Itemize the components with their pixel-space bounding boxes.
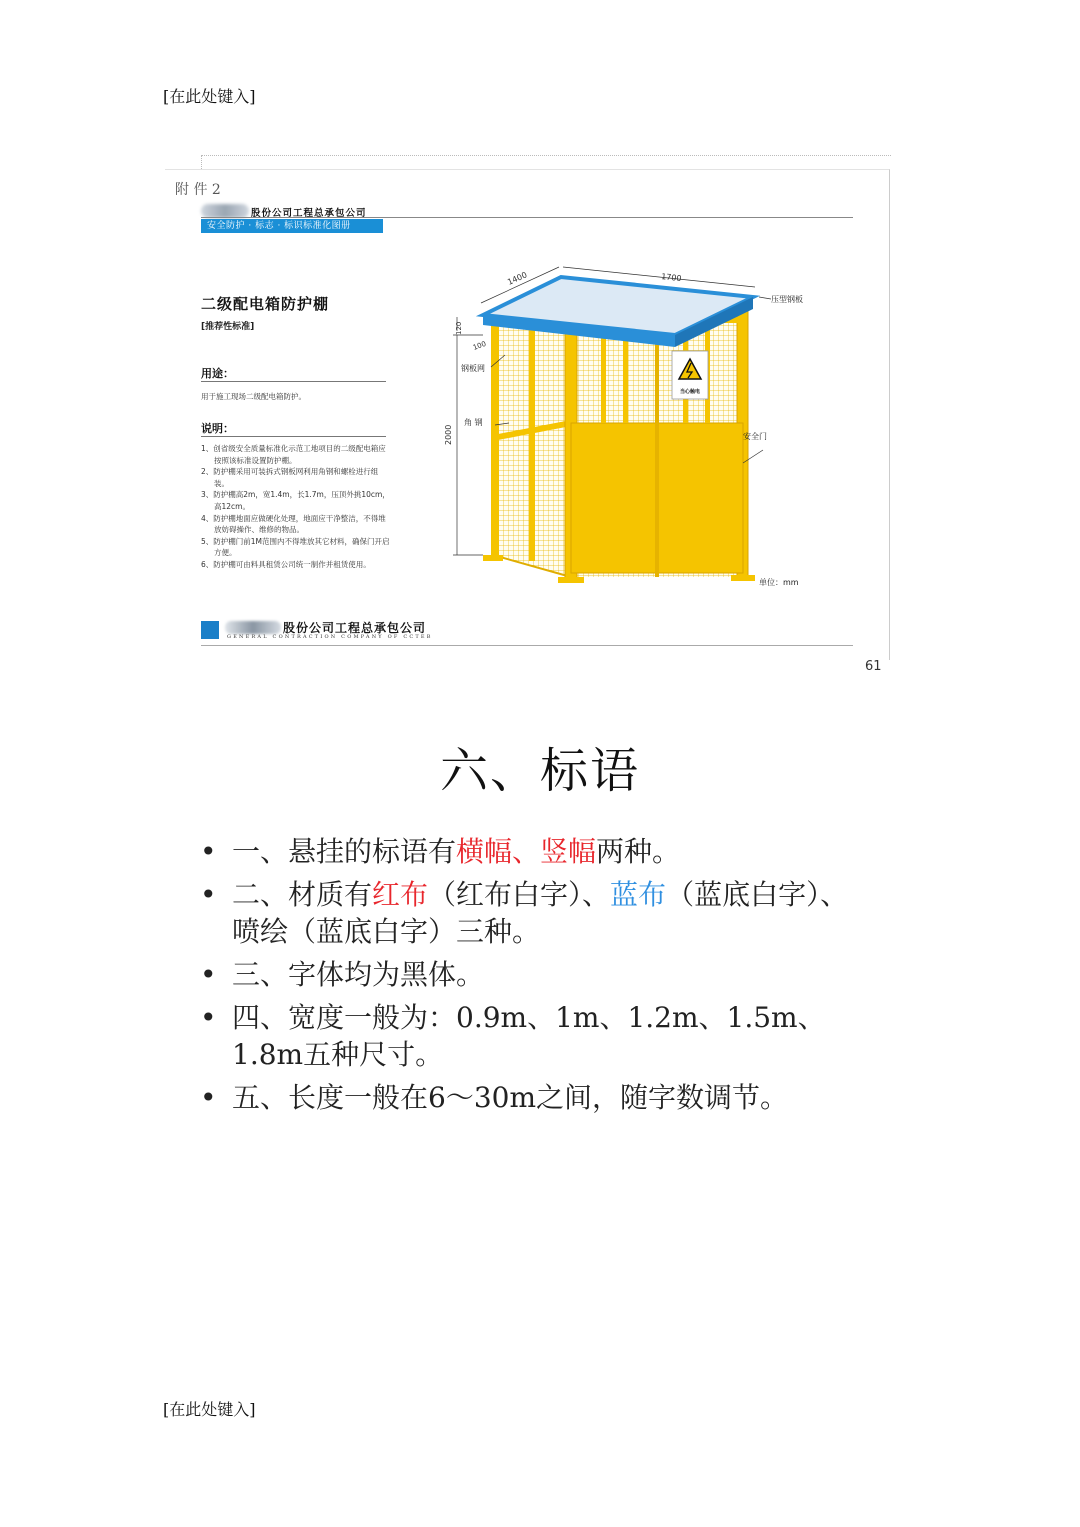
company-name-big: 股份公司工程总承包公司 bbox=[283, 621, 427, 635]
redacted-company-prefix bbox=[225, 621, 281, 634]
divider bbox=[201, 381, 386, 382]
page-edge-dotted-left bbox=[201, 155, 202, 169]
bullet-text: （红布白字）、 bbox=[428, 878, 611, 911]
bullet-text: 两种。 bbox=[596, 835, 681, 868]
catalogue-page-image bbox=[165, 155, 891, 675]
bullet-text: 三、字体均为黑体。 bbox=[232, 958, 485, 991]
bullet-text: （蓝底白字）、喷绘（蓝底白字）三种。 bbox=[232, 878, 849, 948]
bullet-text-highlight: 蓝布 bbox=[610, 878, 667, 911]
page-edge-dotted bbox=[201, 155, 891, 156]
company-name-small: 股份公司工程总承包公司 bbox=[251, 208, 367, 219]
company-logo-icon bbox=[201, 621, 219, 639]
label-angle: 角 钢 bbox=[464, 418, 483, 427]
slide-title: 六、标语 bbox=[439, 743, 640, 799]
redacted-company-prefix bbox=[201, 204, 249, 218]
footer-placeholder[interactable]: [在此处键入] bbox=[163, 1400, 256, 1419]
note-item: 6、防护棚可由料具租赁公司统一制作并租赁使用。 bbox=[201, 559, 371, 569]
unit-label: 单位：mm bbox=[759, 578, 799, 587]
label-roof: 压型钢板 bbox=[771, 295, 803, 304]
notes-list bbox=[201, 443, 391, 571]
protection-booth-drawing bbox=[443, 255, 843, 605]
header-placeholder[interactable]: [在此处键入] bbox=[163, 87, 256, 106]
bullet-text: 一、悬挂的标语有 bbox=[232, 835, 457, 868]
page-number: 61 bbox=[865, 659, 882, 674]
side-frame bbox=[491, 300, 571, 577]
label-mesh: 钢板网 bbox=[461, 364, 485, 373]
note-item: 1、创省级安全质量标准化示范工地项目的二级配电箱应按照该标准设置防护棚。 bbox=[201, 444, 386, 465]
bullet-text: 四、宽度一般为：0.9m、1m、1.2m、1.5m、1.8m五种尺寸。 bbox=[232, 1001, 826, 1071]
warning-sign bbox=[672, 351, 708, 399]
bullet-item bbox=[200, 833, 860, 870]
bullet-text-highlight: 横幅、竖幅 bbox=[456, 835, 597, 868]
dim-height: 2000 bbox=[444, 424, 453, 445]
sheet-title: 二级配电箱防护棚 bbox=[201, 295, 330, 313]
bullet-text: 五、长度一般在6～30m之间，随字数调节。 bbox=[232, 1081, 788, 1114]
bullet-text-highlight: 红布 bbox=[372, 878, 429, 911]
note-item: 2、防护棚采用可装拆式钢板网利用角钢和螺栓进行组装。 bbox=[201, 467, 379, 488]
note-item: 3、防护棚高2m，宽1.4m，长1.7m，压顶外挑10cm，高12cm。 bbox=[201, 490, 390, 511]
bullet-item bbox=[200, 876, 860, 950]
label-door: 安全门 bbox=[743, 432, 767, 441]
company-name-en: GENERAL CONTRACTION COMPANY OF CCTEB bbox=[227, 634, 433, 640]
header-rule bbox=[201, 217, 853, 218]
annex-label: 附 件 2 bbox=[175, 182, 221, 198]
bullet-item bbox=[200, 956, 860, 993]
slogan-bullet-list bbox=[200, 833, 860, 1122]
note-item: 4、防护棚地面应做硬化处理，地面应干净整洁，不得堆放妨碍操作、维修的物品。 bbox=[201, 513, 386, 535]
footer-rule bbox=[201, 645, 853, 646]
note-item: 5、防护棚门前1M范围内不得堆放其它材料，确保门开启方便。 bbox=[201, 536, 390, 558]
dim-length: 1700 bbox=[660, 272, 682, 284]
sign-text: 当心触电 bbox=[679, 389, 701, 395]
dim-overhang: 100 bbox=[471, 339, 488, 352]
use-heading: 用途： bbox=[201, 367, 234, 380]
bullet-item bbox=[200, 999, 860, 1073]
use-text: 用于施工现场二级配电箱防护。 bbox=[201, 392, 306, 401]
bullet-item bbox=[200, 1079, 860, 1116]
catalogue-band: 安全防护 · 标志 · 标识标准化图册 bbox=[201, 219, 383, 233]
standard-tag: [推荐性标准] bbox=[201, 322, 255, 332]
notes-heading: 说明： bbox=[201, 422, 234, 435]
bullet-text: 二、材质有 bbox=[232, 878, 373, 911]
dim-roof-height: 120 bbox=[455, 321, 463, 335]
divider bbox=[201, 436, 386, 437]
dim-width: 1400 bbox=[506, 270, 529, 287]
